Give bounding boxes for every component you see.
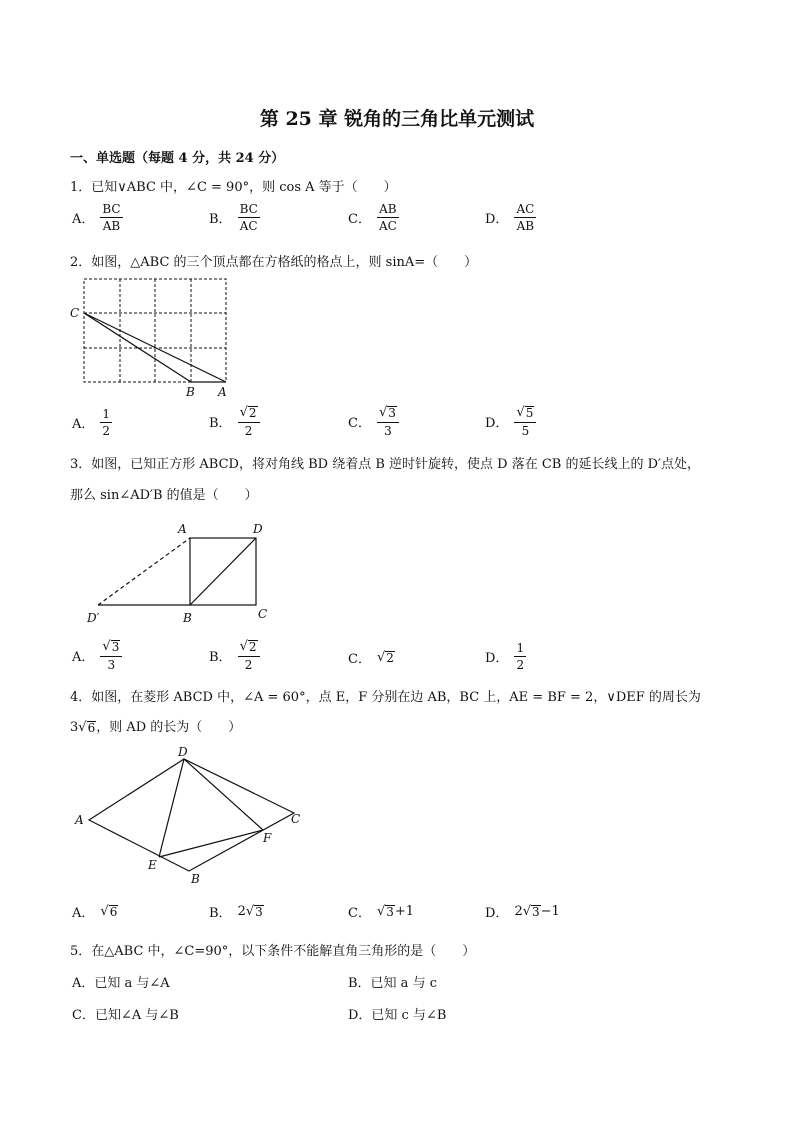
sqrt: √ 2 [239, 405, 257, 420]
stem-tail: ，则 AD 的长为（ ） [96, 720, 242, 735]
fraction [514, 406, 536, 437]
q4-option-d[interactable] [485, 902, 560, 921]
option-label: C． [348, 652, 371, 667]
sqrt: √ 6 [78, 720, 96, 736]
fraction [238, 203, 260, 232]
denominator: 2 [244, 657, 253, 672]
label-d: D [178, 745, 188, 759]
radicand: 3 [386, 905, 394, 920]
fraction [377, 406, 399, 437]
radicand: 6 [87, 721, 96, 736]
denominator: 2 [244, 423, 253, 438]
option-label: A． [72, 906, 95, 921]
label-b: B [186, 385, 195, 399]
q4-rhombus-figure [70, 744, 310, 888]
q1-option-c[interactable] [348, 203, 399, 232]
sqrt: √ 2 [376, 649, 394, 665]
denominator: 2 [516, 658, 525, 672]
q2-option-d[interactable] [485, 406, 536, 437]
radicand: 6 [109, 904, 118, 919]
sqrt: √ 3 [376, 904, 394, 920]
sqrt: √ 3 [378, 405, 396, 420]
coefficient: 2 [237, 904, 246, 919]
q2-grid-figure [64, 272, 244, 402]
q1-option-b[interactable] [209, 203, 260, 232]
question-4-stem-line2 [70, 716, 241, 735]
option-label: D． [485, 651, 509, 666]
q5-option-a[interactable]: A．已知 a 与∠A [72, 976, 170, 991]
option-label: B． [209, 212, 232, 227]
q2-option-a[interactable] [72, 408, 112, 437]
q4-option-a[interactable] [72, 902, 118, 921]
sqrt: √ 3 [102, 639, 120, 654]
option-label: D． [485, 415, 509, 431]
sqrt: √ 3 [245, 904, 263, 920]
q2-option-c[interactable] [348, 406, 399, 437]
section-heading: 一、单选题（每题 4 分，共 24 分） [70, 151, 285, 166]
label-a: A [218, 385, 227, 399]
fraction [100, 640, 122, 671]
radicand: 3 [111, 640, 120, 654]
addend: +1 [394, 904, 415, 919]
option-label: B． [209, 415, 232, 431]
fraction [100, 408, 112, 437]
label-c: C [291, 812, 301, 826]
q5-option-d[interactable]: D．已知 c 与∠B [348, 1008, 447, 1023]
coefficient: 2 [514, 904, 523, 919]
question-2-stem: 2．如图，△ABC 的三个顶点都在方格纸的格点上，则 sinA=（ ） [70, 255, 478, 270]
label-dprime: D′ [87, 611, 100, 625]
radicand: 3 [532, 905, 540, 920]
radicand: 3 [255, 905, 263, 920]
radicand: 3 [388, 406, 396, 420]
question-5-stem: 5．在△ABC 中，∠C=90°，以下条件不能解直角三角形的是（ ） [70, 944, 476, 959]
sqrt: √ 3 [522, 904, 540, 920]
label-c: C [70, 306, 80, 320]
q3-option-d[interactable] [485, 642, 526, 671]
fraction [100, 203, 122, 232]
rhombus-abcd [89, 759, 294, 871]
option-label: B． [209, 649, 232, 665]
option-label: C． [348, 906, 371, 921]
numerator: 1 [102, 407, 111, 421]
question-3-stem-line2: 那么 sin∠AD′B 的值是（ ） [70, 488, 258, 503]
sqrt: √ 5 [516, 405, 534, 420]
option-label: D． [485, 906, 509, 921]
q3-option-a[interactable] [72, 640, 122, 671]
dashed-grid [84, 279, 226, 382]
radicand: 5 [525, 406, 534, 420]
label-a: A [75, 813, 84, 827]
q1-option-a[interactable] [72, 203, 123, 232]
q5-option-c[interactable]: C．已知∠A 与∠B [72, 1008, 179, 1023]
option-label: D． [485, 212, 509, 227]
question-1-stem: 1．已知∨ABC 中，∠C = 90°，则 cos A 等于（ ） [70, 180, 397, 195]
coefficient: 3 [70, 720, 79, 735]
radicand: 2 [248, 640, 257, 654]
denominator: 3 [107, 657, 116, 672]
label-b: B [191, 872, 200, 886]
square-abcd [190, 538, 256, 605]
fraction [514, 203, 536, 232]
numerator: AB [379, 202, 397, 216]
label-e: E [148, 858, 157, 872]
q3-option-b[interactable] [209, 640, 260, 671]
radicand: 2 [248, 406, 257, 420]
numerator: BC [102, 202, 121, 216]
sqrt: √ 6 [100, 903, 118, 919]
option-label: B． [209, 906, 232, 921]
label-d: D [253, 522, 263, 536]
fraction [514, 642, 526, 671]
denominator: 5 [521, 423, 530, 438]
q4-option-b[interactable] [209, 902, 264, 921]
question-4-stem-line1: 4．如图，在菱形 ABCD 中，∠A = 60°，点 E，F 分别在边 AB，BC 上，AE = BF = 2，∨DEF 的周长为 [70, 690, 701, 705]
option-label: A． [72, 212, 95, 227]
radicand: 2 [386, 650, 394, 665]
option-label: C． [348, 212, 371, 227]
denominator: AB [102, 219, 121, 233]
denominator: AB [516, 219, 535, 233]
label-f: F [263, 831, 272, 845]
label-b: B [183, 611, 192, 625]
fraction [238, 406, 260, 437]
numerator: 1 [516, 641, 525, 655]
subtrahend: −1 [540, 904, 560, 919]
q2-option-b[interactable] [209, 406, 260, 437]
q3-square-figure [80, 516, 280, 628]
q1-option-d[interactable] [485, 203, 536, 232]
option-label: C． [348, 415, 371, 431]
page-title: 第 25 章 锐角的三角比单元测试 [259, 108, 535, 130]
triangle-def [159, 759, 263, 857]
dashed-segment-dprime-a [98, 538, 190, 605]
denominator: AC [378, 219, 397, 233]
option-label: A． [72, 649, 95, 665]
denominator: 2 [102, 424, 111, 438]
fraction [377, 203, 399, 232]
numerator: BC [239, 202, 258, 216]
label-a: A [178, 522, 187, 536]
question-3-stem-line1: 3．如图，已知正方形 ABCD，将对角线 BD 绕着点 B 逆时针旋转，使点 D 落在 CB 的延长线上的 D′点处， [70, 457, 700, 472]
numerator: AC [516, 202, 535, 216]
q3-option-c[interactable] [348, 648, 395, 667]
fraction [238, 640, 260, 671]
denominator: 3 [384, 423, 392, 438]
q4-option-c[interactable] [348, 902, 414, 921]
denominator: AC [239, 219, 258, 233]
sqrt: √ 2 [239, 639, 257, 654]
option-label: A． [72, 417, 95, 432]
q5-option-b[interactable]: B．已知 a 与 c [348, 976, 437, 991]
label-c: C [258, 607, 268, 621]
